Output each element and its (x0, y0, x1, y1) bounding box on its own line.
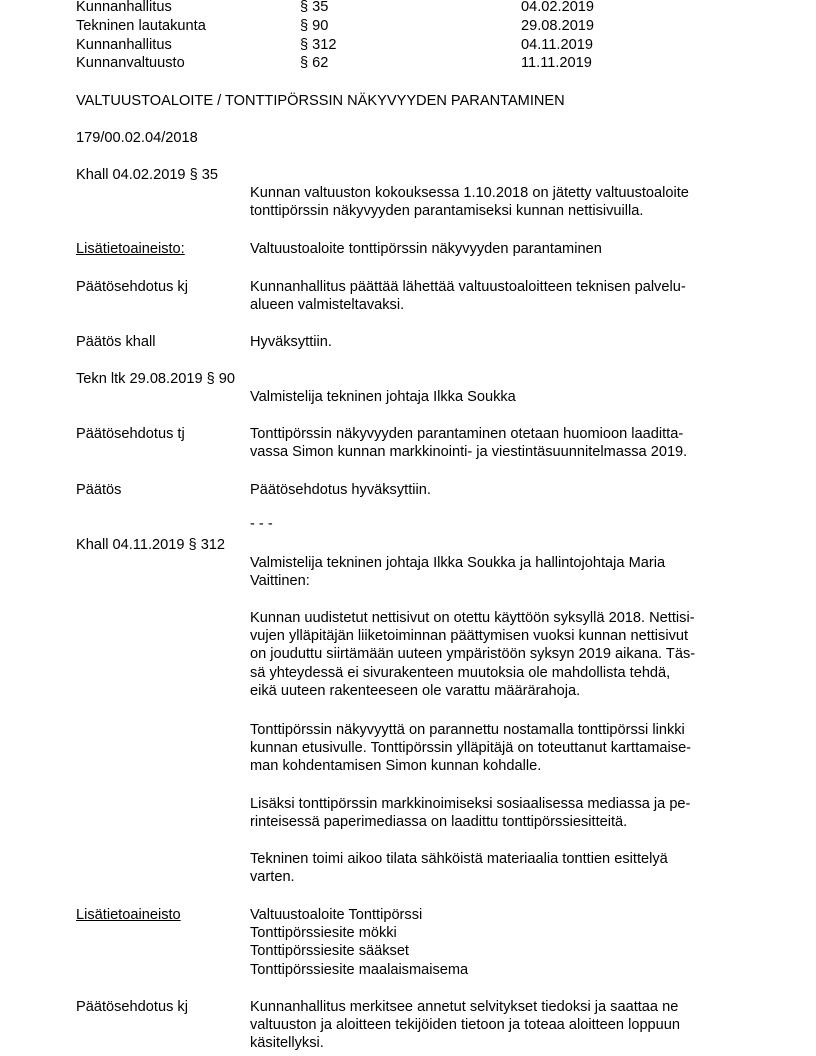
text-line: Tonttipörssin näkyvyyttä on parannettu nostamalla tonttipörssi linkki (250, 722, 685, 738)
text-line: rinteisessä paperimediassa on laadittu tonttipörssiesitteitä. (250, 814, 628, 831)
text-line: varten. (250, 869, 295, 886)
text-line: vassa Simon kunnan markkinointi- ja viestintäsuunnitelmassa 2019. (250, 444, 688, 461)
history-body: Kunnanhallitus (76, 0, 172, 15)
text-line: Valmistelija tekninen johtaja Ilkka Soukka ja hallintojohtaja Maria (250, 555, 666, 571)
text-line: Vaittinen: (250, 573, 310, 590)
document-title: VALTUUSTOALOITE / TONTTIPÖRSSIN NÄKYVYYDEN PARANTAMINEN (76, 93, 565, 109)
text-line: käsitellyksi. (250, 1035, 324, 1052)
khall1-decision: Hyväksyttiin. (250, 334, 332, 350)
text-line: kunnan etusivulle. Tonttipörssin ylläpitäjä on toteuttanut karttamaise- (250, 740, 692, 757)
text-line: Kunnanhallitus merkitsee annetut selvitykset tiedoksi ja saattaa ne (250, 999, 679, 1015)
history-row (76, 0, 696, 17)
history-section: § 312 (300, 36, 337, 53)
khall2-paragraph-4 (250, 850, 750, 886)
khall1-attachments: Valtuustoaloite tonttipörssin näkyvyyden parantaminen (250, 241, 602, 257)
tekn-decision: Päätösehdotus hyväksyttiin. (250, 482, 431, 498)
attachment-item: Valtuustoaloite Tonttipörssi (250, 907, 423, 923)
khall2-attachments (250, 906, 750, 979)
khall2-attachments-label: Lisätietoaineisto (76, 907, 181, 923)
khall2-proposal (250, 998, 750, 1053)
text-line: Tekninen toimi aikoo tilata sähköistä materiaalia tonttien esittelyä (250, 851, 668, 867)
text-line: tonttipörssin näkyvyyden parantamiseksi kunnan nettisivuilla. (250, 203, 644, 220)
text-line: Tonttipörssin näkyvyyden parantaminen otetaan huomioon laaditta- (250, 426, 684, 442)
text-line: vujen ylläpitäjän liiketoiminnan päättymisen vuoksi kunnan nettisivut (250, 628, 689, 645)
processing-history (76, 0, 696, 73)
text-line: Kunnan valtuuston kokouksessa 1.10.2018 on jätetty valtuustoaloite (250, 185, 689, 201)
text-line: man kohdentamisen Simon kunnan kohdalle. (250, 758, 542, 775)
text-line: valtuuston ja aloitteen tekijöiden tietoon ja toteaa aloitteen loppuun (250, 1017, 681, 1034)
history-section: § 35 (300, 0, 329, 15)
khall1-attachments-label: Lisätietoaineisto: (76, 241, 185, 257)
tekn-proposal-label: Päätösehdotus tj (76, 426, 185, 442)
history-date: 04.11.2019 (521, 36, 593, 53)
diary-number: 179/00.02.04/2018 (76, 130, 198, 146)
text-line: sä yhteydessä ei sivurakenteen muutoksia ole mahdollista tehdä, (250, 664, 671, 681)
khall1-proposal (250, 278, 750, 314)
history-section: § 62 (300, 55, 329, 72)
text-line: on jouduttu siirtämään uuteen ympäristöön syksyn 2019 aikana. Täs- (250, 646, 696, 663)
khall1-decision-label: Päätös khall (76, 334, 156, 350)
khall1-intro (250, 184, 750, 220)
history-date: 11.11.2019 (521, 55, 592, 72)
khall1-heading: Khall 04.02.2019 § 35 (76, 167, 219, 183)
khall2-heading: Khall 04.11.2019 § 312 (76, 537, 226, 553)
khall2-paragraph-2 (250, 721, 750, 776)
history-date: 04.02.2019 (521, 0, 595, 15)
khall2-preparer (250, 554, 750, 590)
history-row (76, 17, 696, 36)
khall2-paragraph-3 (250, 795, 750, 831)
history-body: Tekninen lautakunta (76, 17, 206, 34)
text-line: alueen valmisteltavaksi. (250, 297, 405, 314)
khall2-proposal-label: Päätösehdotus kj (76, 999, 188, 1015)
khall2-paragraph-1 (250, 609, 750, 700)
khall1-proposal-label: Päätösehdotus kj (76, 279, 188, 295)
text-line: Lisäksi tonttipörssin markkinoimiseksi sosiaalisessa mediassa ja pe- (250, 796, 691, 812)
history-row (76, 54, 696, 73)
history-date: 29.08.2019 (521, 17, 595, 34)
tekn-decision-label: Päätös (76, 482, 122, 498)
attachment-item: Tonttipörssiesite maalaismaisema (250, 961, 469, 978)
tekn-proposal (250, 425, 750, 461)
attachment-item: Tonttipörssiesite mökki (250, 925, 397, 942)
history-row (76, 36, 696, 55)
section-separator: - - - (250, 516, 273, 532)
text-line: Kunnanhallitus päättää lähettää valtuustoaloitteen teknisen palvelu- (250, 279, 686, 295)
text-line: eikä uuteen rakenteeseen ole varattu määrärahoja. (250, 682, 581, 699)
history-body: Kunnanvaltuusto (76, 55, 185, 72)
text-line: Kunnan uudistetut nettisivut on otettu käyttöön syksyllä 2018. Nettisi- (250, 610, 695, 626)
attachment-item: Tonttipörssiesite sääkset (250, 943, 409, 960)
tekn-heading: Tekn ltk 29.08.2019 § 90 (76, 371, 236, 387)
tekn-preparer: Valmistelija tekninen johtaja Ilkka Soukka (250, 389, 516, 405)
history-body: Kunnanhallitus (76, 36, 172, 53)
history-section: § 90 (300, 17, 329, 34)
